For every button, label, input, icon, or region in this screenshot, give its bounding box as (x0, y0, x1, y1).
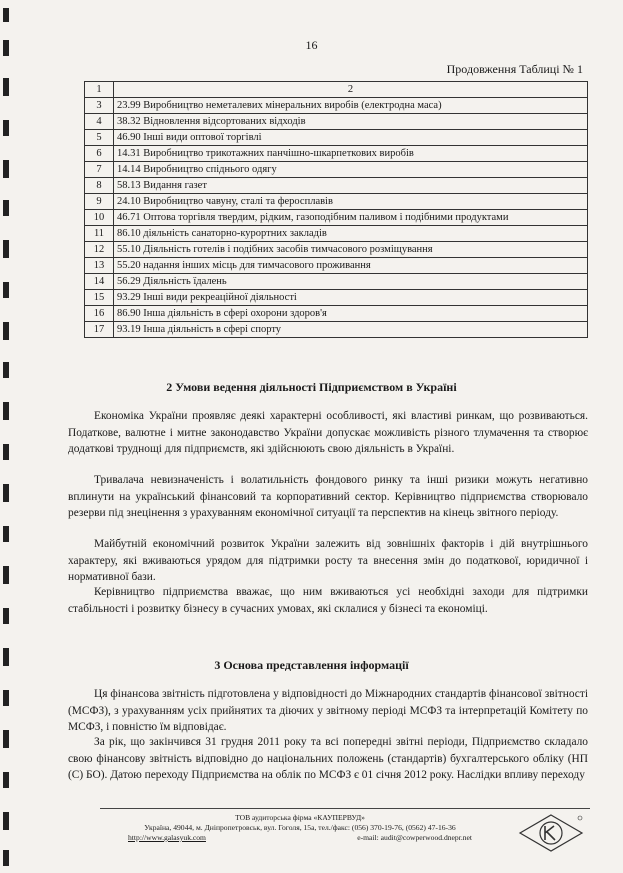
table-row (85, 210, 588, 226)
activity-description: 55.10 Діяльність готелів і подібних засобів тимчасового розміщування (114, 242, 588, 258)
row-number: 5 (85, 130, 114, 146)
section-3-paragraph: За рік, що закінчився 31 грудня 2011 року та всі попередні звітні періоди, Підприємство складало свою фінансову звітність відповідно до національних положень (стандартів) бухгалтерського обліку (НП (С) БО). Датою переходу Підприємства на облік по МСФЗ є 01 січня 2012 року. Наслідки впливу переходу (68, 736, 588, 782)
row-number: 10 (85, 210, 114, 226)
activity-description: 93.29 Інші види рекреаційної діяльності (114, 290, 588, 306)
table-header-row (85, 82, 588, 98)
footer-text (100, 813, 500, 843)
page-number: 16 (305, 38, 318, 52)
table-caption: Продовження Таблиці № 1 (446, 62, 583, 76)
table-row (85, 130, 588, 146)
activity-description: 14.14 Виробництво спіднього одягу (114, 162, 588, 178)
table-row (85, 98, 588, 114)
row-number: 15 (85, 290, 114, 306)
table-row (85, 258, 588, 274)
activity-description: 86.90 Інша діяльність в сфері охорони здоров'я (114, 306, 588, 322)
page-footer (100, 808, 590, 857)
section-3-paragraph: Ця фінансова звітність підготовлена у відповідності до Міжнародних стандартів фінансової звітності (МСФЗ), з урахуванням усіх прийнятих та діючих у звітному періоді МСФЗ та інтерпретацій Комітету по МСФЗ, і повністю їм відповідає. (68, 688, 588, 734)
footer-company: ТОВ аудиторська фірма «КАУПЕРВУД» (235, 813, 365, 822)
activity-codes-table (84, 81, 588, 338)
table-row (85, 322, 588, 338)
table-row (85, 114, 588, 130)
table-row (85, 306, 588, 322)
table-row (85, 178, 588, 194)
section-2-paragraph: Майбутній економічний розвиток України залежить від зовнішніх факторів і дій внутрішнього характеру, які вживаються урядом для підтримки росту та внесення змін до податкової, юридичної і нормативної бази. (68, 538, 588, 584)
activity-description: 46.90 Інші види оптової торгівлі (114, 130, 588, 146)
row-number: 9 (85, 194, 114, 210)
row-number: 11 (85, 226, 114, 242)
activity-description: 23.99 Виробництво неметалевих мінеральних виробів (електродна маса) (114, 98, 588, 114)
section-2-paragraph: Економіка України проявляє деякі характерні особливості, які властиві ринкам, що розвиваються. Податкове, валютне і митне законодавство України допускає можливість різного тлумачення та створює додаткові труднощі для підприємств, які здійснюють свою діяльність в Україні. (68, 410, 588, 456)
activity-description: 86.10 діяльність санаторно-курортних закладів (114, 226, 588, 242)
section-2-paragraph: Керівництво підприємства вважає, що ним вживаються усі необхідні заходи для підтримки стабільності і розвитку бізнесу в сучасних умовах, які склалися у бізнесі та економіці. (68, 586, 588, 615)
row-number: 7 (85, 162, 114, 178)
binder-holes (0, 0, 14, 873)
footer-address: Україна, 49044, м. Дніпропетровськ, вул. Гоголя, 15а, тел./факс: (056) 370-19-76, (0562) 47-16-36 (144, 823, 456, 832)
activity-description: 14.31 Виробництво трикотажних панчішно-шкарпеткових виробів (114, 146, 588, 162)
section-3-title: 3 Основа представлення інформації (214, 658, 409, 672)
footer-website: http://www.galasyuk.com (128, 833, 206, 842)
activity-description: 46.71 Оптова торгівля твердим, рідким, газоподібним паливом і подібними продуктами (114, 210, 588, 226)
row-number: 14 (85, 274, 114, 290)
column-header-activity: 2 (114, 82, 588, 98)
row-number: 12 (85, 242, 114, 258)
column-header-number: 1 (85, 82, 114, 98)
activity-description: 56.29 Діяльність їдалень (114, 274, 588, 290)
company-logo-icon (516, 813, 586, 853)
row-number: 16 (85, 306, 114, 322)
table-row (85, 242, 588, 258)
table-row (85, 162, 588, 178)
table-row (85, 290, 588, 306)
table-row (85, 194, 588, 210)
row-number: 3 (85, 98, 114, 114)
table-row (85, 146, 588, 162)
table-row (85, 274, 588, 290)
row-number: 8 (85, 178, 114, 194)
table-body (85, 98, 588, 338)
section-2-paragraph: Тривалача невизначеність і волатильність фондового ринку та інші ризики можуть негативно вплинути на український фінансовий та корпоративний сектор. Керівництво підприємства створювало резерви під знецінення з урахуванням економічної ситуації та перспектив на кінець звітного періоду. (68, 474, 588, 520)
activity-description: 24.10 Виробництво чавуну, сталі та феросплавів (114, 194, 588, 210)
activity-description: 58.13 Видання газет (114, 178, 588, 194)
activity-description: 55.20 надання інших місць для тимчасового проживання (114, 258, 588, 274)
footer-email: e-mail: audit@cowperwood.dnepr.net (357, 833, 472, 842)
activity-description: 38.32 Відновлення відсортованих відходів (114, 114, 588, 130)
table-row (85, 226, 588, 242)
section-2-title: 2 Умови ведення діяльності Підприємством в Україні (166, 380, 457, 394)
row-number: 4 (85, 114, 114, 130)
row-number: 6 (85, 146, 114, 162)
row-number: 17 (85, 322, 114, 338)
activity-description: 93.19 Інша діяльність в сфері спорту (114, 322, 588, 338)
row-number: 13 (85, 258, 114, 274)
